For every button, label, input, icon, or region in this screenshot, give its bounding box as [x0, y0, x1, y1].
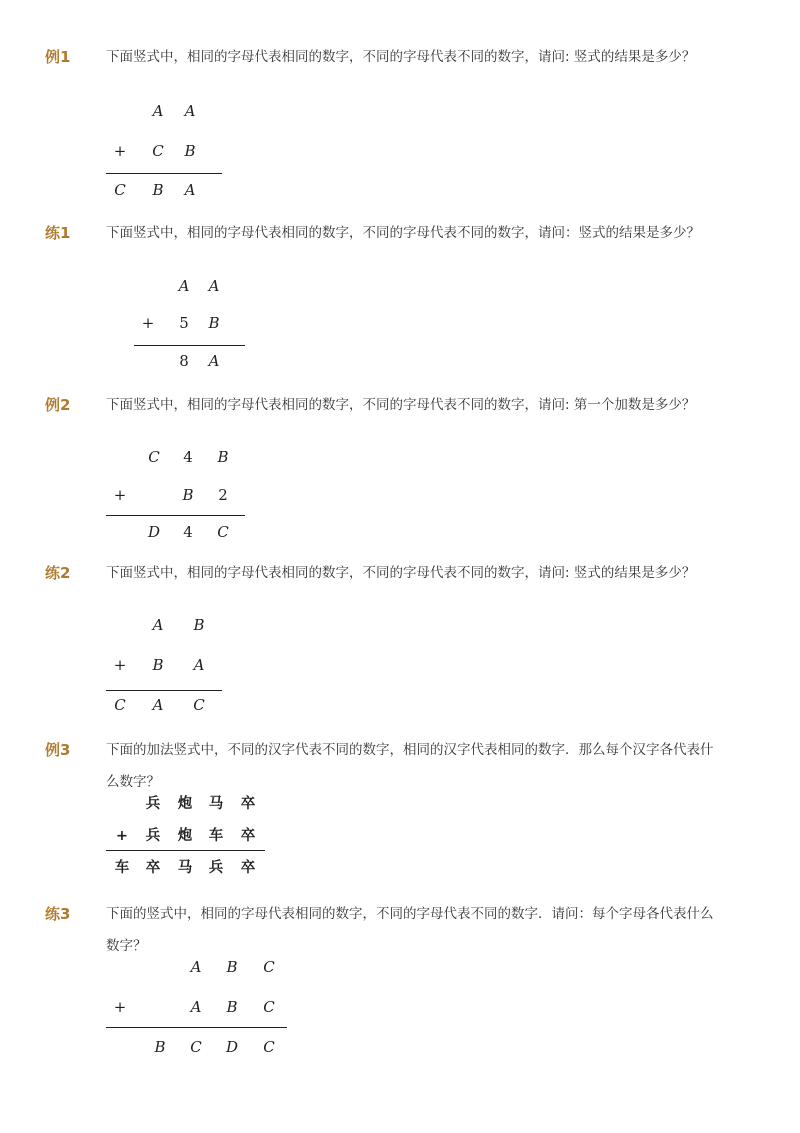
digit-cell: 卒 [240, 860, 256, 876]
digit-cell: A [178, 277, 190, 295]
problem-label: 练3 [45, 905, 71, 923]
problem-question-text: 下面的竖式中，相同的字母代表相同的数字，不同的字母代表不同的数字．请问：每个字母各代表什么数字？ [106, 906, 714, 954]
sum-line [134, 345, 245, 346]
digit-cell: B [208, 314, 220, 332]
digit-cell: 车 [114, 860, 130, 876]
digit-cell: 4 [183, 448, 193, 466]
digit-cell: D [147, 523, 161, 541]
digit-cell: B [217, 448, 229, 466]
problem-question-text: 下面竖式中，相同的字母代表相同的数字，不同的字母代表不同的数字，请问: 第一个加数是多少？ [106, 397, 696, 413]
digit-cell: C [263, 1038, 275, 1056]
digit-cell: B [152, 181, 164, 199]
digit-cell: 卒 [145, 860, 161, 876]
digit-cell: A [152, 616, 164, 634]
digit-cell: C [217, 523, 229, 541]
sum-line [106, 515, 245, 516]
digit-cell: A [190, 998, 202, 1016]
problem-question-text: 下面的加法竖式中，不同的汉字代表不同的数字，相同的汉字代表相同的数字．那么每个汉字各代表什么数字？ [106, 742, 714, 790]
digit-cell: C [263, 958, 275, 976]
digit-cell: A [184, 102, 196, 120]
digit-cell: 马 [177, 860, 193, 876]
problem-label: 练1 [45, 224, 71, 242]
digit-cell: B [193, 616, 205, 634]
plus-sign: + [141, 314, 155, 332]
digit-cell: 兵 [208, 860, 224, 876]
digit-cell: 卒 [240, 828, 256, 844]
digit-cell: A [208, 352, 220, 370]
problem-label: 例2 [45, 396, 71, 414]
problem-question-text: 下面竖式中，相同的字母代表相同的数字，不同的字母代表不同的数字，请问: 竖式的结果是多少？ [106, 565, 696, 581]
digit-cell: B [154, 1038, 166, 1056]
digit-cell: B [184, 142, 196, 160]
digit-cell: C [114, 696, 126, 714]
digit-cell: A [190, 958, 202, 976]
plus-sign: + [113, 998, 127, 1016]
digit-cell: C [190, 1038, 202, 1056]
plus-sign: + [113, 656, 127, 674]
digit-cell: 马 [208, 796, 224, 812]
problem-label: 例1 [45, 48, 71, 66]
digit-cell: 车 [208, 828, 224, 844]
digit-cell: A [152, 696, 164, 714]
digit-cell: 炮 [177, 828, 193, 844]
digit-cell: C [148, 448, 160, 466]
digit-cell: 8 [179, 352, 189, 370]
digit-cell: A [208, 277, 220, 295]
digit-cell: B [226, 998, 238, 1016]
digit-cell: B [152, 656, 164, 674]
problem-label: 例3 [45, 741, 71, 759]
problem-label: 练2 [45, 564, 71, 582]
plus-sign: + [113, 142, 127, 160]
plus-sign: + [115, 828, 129, 844]
digit-cell: 炮 [177, 796, 193, 812]
digit-cell: C [114, 181, 126, 199]
digit-cell: 兵 [145, 796, 161, 812]
digit-cell: C [193, 696, 205, 714]
digit-cell: D [225, 1038, 239, 1056]
plus-sign: + [113, 486, 127, 504]
problem-question-text: 下面竖式中，相同的字母代表相同的数字，不同的字母代表不同的数字，请问: 竖式的结果是多少？ [106, 49, 696, 65]
sum-line [106, 173, 222, 174]
sum-line [106, 1027, 287, 1028]
sum-line [106, 850, 265, 851]
digit-cell: 卒 [240, 796, 256, 812]
digit-cell: 4 [183, 523, 193, 541]
digit-cell: B [182, 486, 194, 504]
digit-cell: A [193, 656, 205, 674]
digit-cell: A [184, 181, 196, 199]
problem-question-text: 下面竖式中，相同的字母代表相同的数字，不同的字母代表不同的数字，请问：竖式的结果是多少？ [106, 225, 700, 241]
digit-cell: C [263, 998, 275, 1016]
digit-cell: C [152, 142, 164, 160]
digit-cell: 兵 [145, 828, 161, 844]
digit-cell: 5 [179, 314, 189, 332]
digit-cell: 2 [218, 486, 228, 504]
digit-cell: A [152, 102, 164, 120]
digit-cell: B [226, 958, 238, 976]
sum-line [106, 690, 222, 691]
